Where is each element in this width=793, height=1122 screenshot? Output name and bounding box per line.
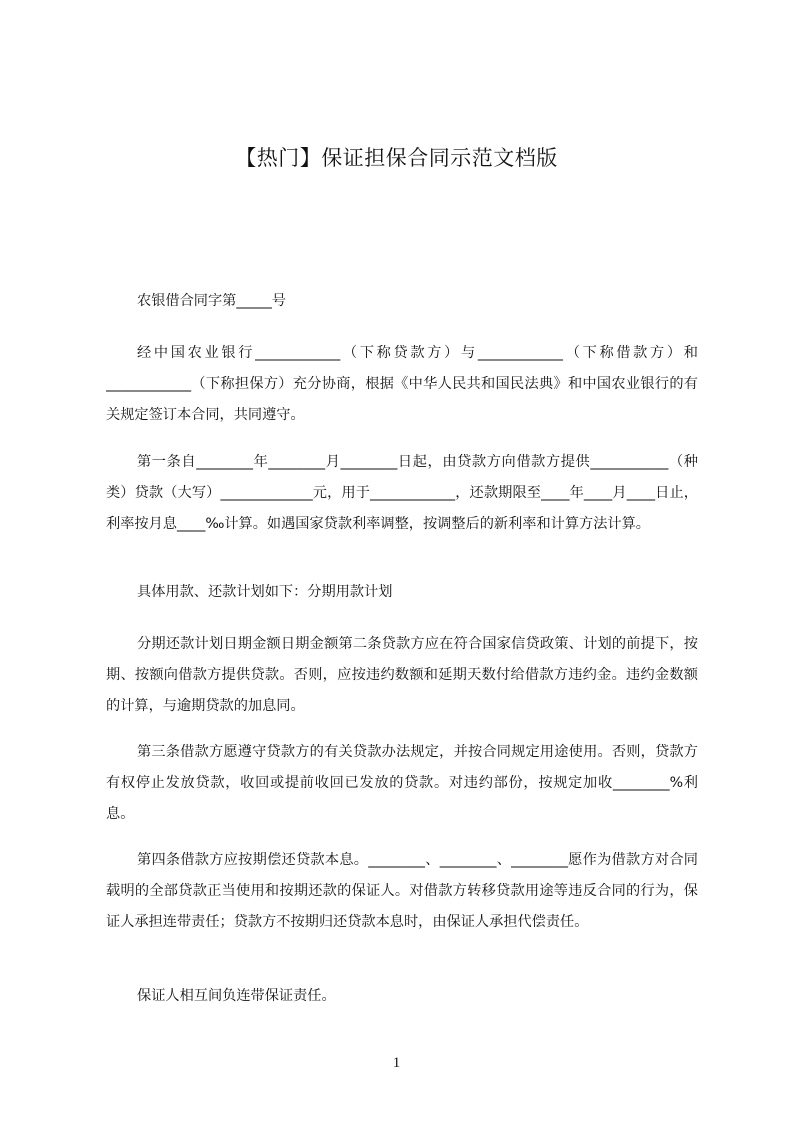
document-title: 【热门】保证担保合同示范文档版 [235, 146, 558, 170]
article-4-paragraph: 第四条借款方应按期偿还贷款本息。________、________、________愿作为借款方对合同载明的全部贷款正当使用和按期还款的保证人。对借款方转移贷款用途等违反合同的行为，保证人承担连带责任；贷款方不按期归还贷款本息时，由保证人承担代偿责任。 [106, 852, 698, 930]
page-number: 1 [392, 1055, 401, 1071]
article-3-paragraph: 第三条借款方愿遵守贷款方的有关贷款办法规定，并按合同规定用途使用。否则，贷款方有权停止发放贷款，收回或提前收回已发放的贷款。对违约部份，按规定加收________%利息。 [106, 744, 698, 822]
repayment-plan-intro: 具体用款、还款计划如下：分期用款计划 [137, 584, 393, 600]
preamble-paragraph: 经中国农业银行____________（下称贷款方）与____________（下称借款方）和____________（下称担保方）充分协商，根据《中华人民共和国民法典》和中国农业银行的有关规定签订本合同，共同遵守。 [106, 345, 698, 423]
article-1-paragraph: 第一条自________年________月________日起，由贷款方向借款方提供___________（种类）贷款（大写）_____________元，用于____________，还款期限至____年____月____日止，利率按月息____‰计算。如遇国家贷款利率调整，按调整后的新利率和计算方法计算。 [106, 454, 698, 532]
article-2-paragraph: 分期还款计划日期金额日期金额第二条贷款方应在符合国家信贷政策、计划的前提下，按期、按额向借款方提供贷款。否则，应按违约数额和延期天数付给借款方违约金。违约金数额的计算，与逾期贷款的加息同。 [106, 636, 698, 714]
joint-liability-paragraph: 保证人相互间负连带保证责任。 [137, 988, 336, 1004]
contract-number-line: 农银借合同字第_____号 [137, 293, 286, 309]
